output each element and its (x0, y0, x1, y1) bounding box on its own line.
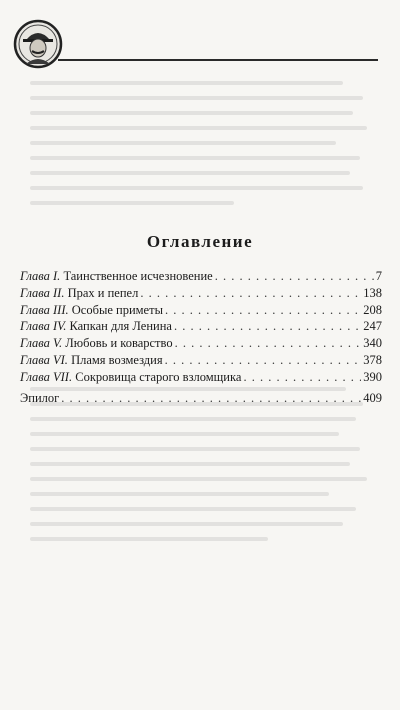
page-number: 409 (363, 391, 382, 405)
dot-leader (174, 318, 361, 335)
epilog-title: Эпилог (20, 391, 60, 405)
chapter-number: Глава VI. (20, 352, 68, 367)
dot-leader (140, 285, 361, 302)
dot-leader (243, 369, 361, 386)
chapter-number: Глава III. (20, 302, 69, 317)
page-number: 390 (363, 369, 382, 384)
chapter-number: Глава IV. (20, 319, 67, 334)
dot-leader (165, 352, 362, 369)
toc-entry (20, 302, 382, 319)
toc-list (20, 268, 382, 386)
page-number: 247 (363, 319, 382, 334)
chapter-title: Прах и пепел (67, 285, 139, 300)
toc-entry (20, 285, 382, 302)
chapter-title: Особые приметы (71, 302, 163, 317)
chapter-title: Таинственное исчезновение (63, 269, 213, 283)
chapter-number: Глава I. (20, 269, 61, 283)
dot-leader (215, 268, 374, 285)
page-number: 378 (363, 352, 382, 367)
dot-leader (165, 302, 361, 319)
chapter-title: Любовь и коварство (65, 336, 173, 351)
toc-entry (20, 335, 382, 352)
toc-entry (20, 268, 382, 285)
chapter-title: Пламя возмездия (71, 352, 163, 367)
dot-leader (61, 390, 361, 407)
chapter-number: Глава VII. (20, 369, 73, 384)
detective-portrait-icon (12, 18, 64, 70)
dot-leader (175, 335, 362, 352)
chapter-number: Глава II. (20, 285, 65, 300)
page-number: 138 (363, 285, 382, 300)
toc-entry (20, 369, 382, 386)
toc-entry (20, 352, 382, 369)
toc-entry (20, 318, 382, 335)
page-number: 340 (363, 336, 382, 351)
toc-title: Оглавление (146, 232, 254, 251)
page-number: 208 (363, 302, 382, 317)
toc-entry (20, 390, 382, 407)
chapter-number: Глава V. (20, 336, 63, 351)
header-rule (58, 59, 378, 61)
chapter-title: Капкан для Ленина (69, 319, 172, 334)
page-number: 7 (375, 269, 382, 283)
chapter-title: Сокровища старого взломщика (75, 369, 242, 384)
toc-epilog (20, 390, 382, 407)
